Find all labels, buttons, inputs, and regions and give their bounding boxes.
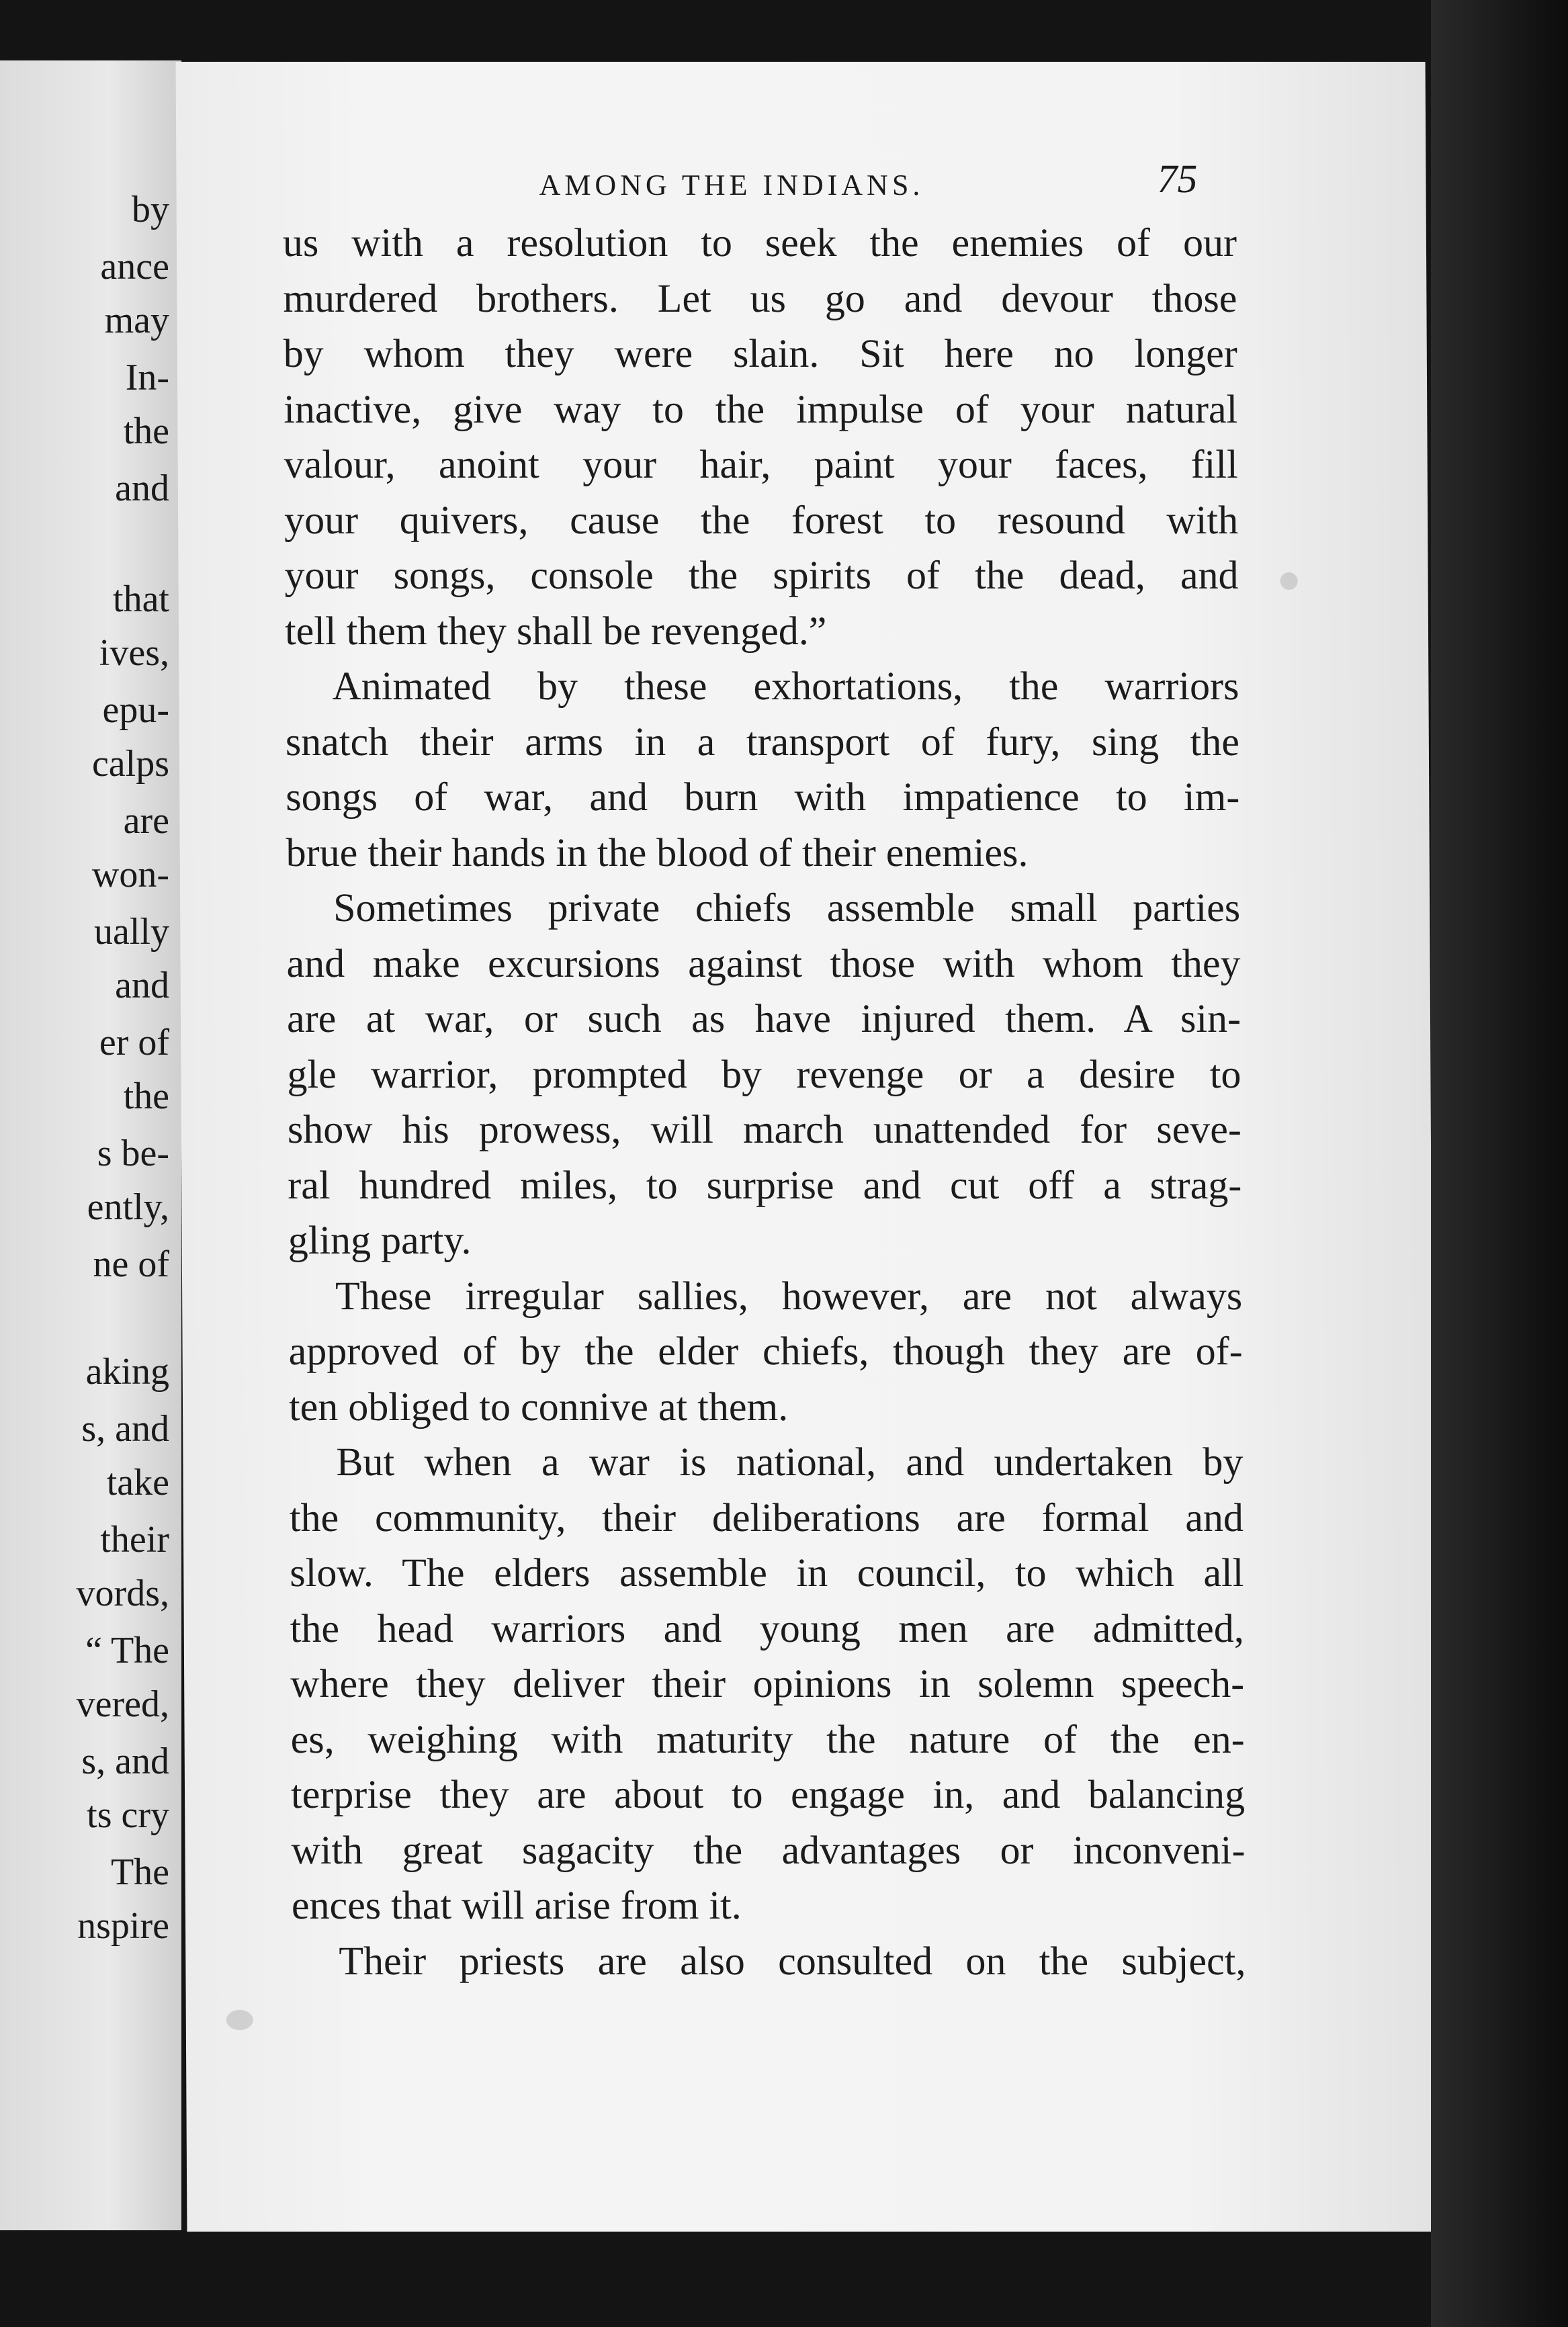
facing-page-line: their	[100, 1519, 169, 1561]
facing-page-line: The	[110, 1851, 169, 1893]
facing-page-line: may	[104, 300, 169, 341]
facing-page-line: ance	[100, 246, 169, 288]
text-line: gling party.	[288, 1218, 472, 1262]
text-line: gle warrior, prompted by revenge or a desire to	[287, 1051, 1242, 1096]
text-line: snatch their arms in a transport of fury, sing the	[285, 719, 1240, 764]
facing-page-line: epu-	[102, 689, 169, 731]
facing-page-line: er of	[99, 1022, 169, 1063]
facing-page-line: and	[115, 965, 169, 1006]
scan-border-right	[1431, 0, 1568, 2327]
text-line: by whom they were slain. Sit here no longer	[283, 331, 1237, 376]
facing-page-line: and	[115, 468, 169, 509]
facing-page-line: vords,	[76, 1573, 169, 1614]
text-line: your songs, console the spirits of the dead, and	[284, 553, 1239, 597]
facing-page-line: “ The	[85, 1630, 169, 1671]
facing-page-line: ually	[94, 911, 169, 953]
body-text	[283, 215, 1246, 1988]
text-line: are at war, or such as have injured them. A sin-	[286, 996, 1242, 1041]
text-line: But when a war is national, and undertaken by	[336, 1440, 1244, 1484]
text-line: tell them they shall be revenged.”	[284, 608, 827, 653]
text-line: us with a resolution to seek the enemies of our	[282, 220, 1237, 265]
text-line: where they deliver their opinions in solemn speech-	[290, 1661, 1245, 1706]
facing-page-line: ts cry	[87, 1794, 169, 1836]
text-line: murdered brothers. Let us go and devour those	[283, 275, 1237, 320]
facing-page-line: ives,	[99, 632, 169, 674]
text-line: approved of by the elder chiefs, though they are of-	[288, 1329, 1243, 1373]
text-line: the community, their deliberations are formal and	[289, 1495, 1244, 1540]
text-line: songs of war, and burn with impatience to im-	[286, 775, 1240, 819]
paper-stain	[226, 2010, 253, 2030]
text-line: ences that will arise from it.	[291, 1883, 742, 1927]
text-line: ten obliged to connive at them.	[288, 1384, 789, 1429]
text-line: slow. The elders assemble in council, to which all	[290, 1550, 1244, 1595]
facing-page-line: s, and	[81, 1408, 169, 1450]
text-line: terprise they are about to engage in, and balancing	[290, 1772, 1246, 1816]
facing-page-line: vered,	[76, 1683, 169, 1725]
facing-page-line: are	[123, 800, 169, 842]
text-line: the head warriors and young men are admitted,	[290, 1606, 1244, 1651]
facing-page-line: ently,	[87, 1186, 169, 1228]
facing-page-line: take	[106, 1462, 169, 1503]
text-line: ral hundred miles, to surprise and cut off a strag-	[288, 1162, 1242, 1207]
text-line: Animated by these exhortations, the warriors	[332, 664, 1239, 708]
text-line: Sometimes private chiefs assemble small parties	[333, 885, 1241, 930]
facing-page-line: the	[123, 410, 169, 452]
text-line: brue their hands in the blood of their enemies.	[286, 830, 1029, 875]
facing-page-line: s be-	[97, 1133, 169, 1174]
text-line: show his prowess, will march unattended for seve-	[287, 1107, 1242, 1151]
text-line: with great sagacity the advantages or inconveni-	[291, 1827, 1246, 1872]
facing-page-line: won-	[91, 854, 169, 895]
page-number: 75	[1157, 157, 1198, 201]
facing-page-line: calps	[91, 743, 169, 785]
text-line: and make excursions against those with whom they	[286, 940, 1241, 985]
text-line: es, weighing with maturity the nature of the en-	[290, 1716, 1245, 1761]
facing-page-line: s, and	[81, 1741, 169, 1782]
facing-page-line: by	[132, 189, 169, 230]
facing-page-line: the	[123, 1075, 169, 1117]
text-line: These irregular sallies, however, are not always	[335, 1273, 1243, 1318]
facing-page-line: aking	[85, 1351, 169, 1393]
book-page	[176, 62, 1437, 2232]
text-line: inactive, give way to the impulse of your natural	[284, 386, 1238, 431]
running-head: AMONG THE INDIANS.	[539, 169, 924, 202]
text-line: Their priests are also consulted on the subject,	[339, 1938, 1246, 1983]
text-line: your quivers, cause the forest to resound with	[284, 497, 1239, 542]
paper-stain	[1280, 572, 1298, 590]
facing-page-line: ne of	[93, 1243, 169, 1285]
facing-page-line: that	[113, 578, 169, 620]
facing-page-line: nspire	[77, 1905, 169, 1947]
text-line: valour, anoint your hair, paint your faces, fill	[284, 442, 1238, 486]
facing-page-fragment	[0, 60, 181, 2230]
facing-page-line: In-	[125, 357, 169, 398]
